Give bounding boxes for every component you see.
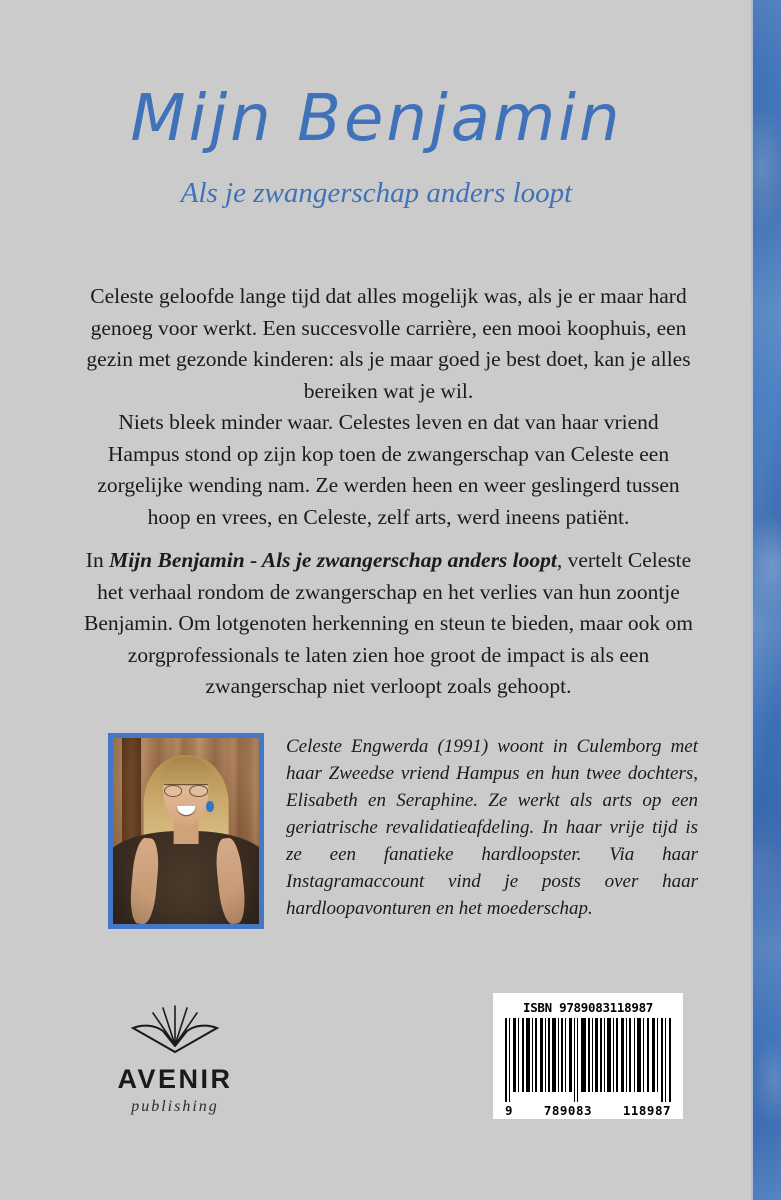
open-book-rays-icon	[127, 1000, 223, 1062]
spine-watercolor-strip	[753, 0, 781, 1200]
publisher-tagline: publishing	[131, 1098, 219, 1115]
isbn-barcode	[493, 993, 683, 1119]
author-photo	[108, 733, 264, 929]
isbn-label: ISBN 9789083118987	[522, 1000, 654, 1015]
ean-group-1: 789083	[543, 1102, 593, 1118]
author-bio-text: Celeste Engwerda (1991) woont in Culemborg met haar Zweedse vriend Hampus en hun twee dochters, Elisabeth en Seraphine. Ze werkt als arts op een geriatrische revalidatieafdeling. In haar vrije tijd is ze een fanatieke hardloopster. Via haar Instagramaccount vind je posts over haar hardloopavonturen en het moederschap.	[286, 736, 698, 919]
blurb-lead-text: In	[85, 548, 110, 572]
book-subtitle: Als je zwangerschap anders loopt	[180, 177, 573, 209]
back-cover-blurb	[80, 281, 697, 703]
ean-digits	[503, 1103, 673, 1118]
blurb-trailing-text: , vertelt Celeste het verhaal rondom de zwangerschap en het verlies van hun zoontje Benjamin. Om lotgenoten herkenning en steun te bieden, maar ook om zorgprofessionals te laten zien hoe groot de impact is als een zwangerschap niet verloopt zoals gehoopt.	[83, 548, 693, 698]
blurb-paragraph-1: Celeste geloofde lange tijd dat alles mogelijk was, als je er maar hard genoeg voor werkt. Een succesvolle carrière, een mooi koophuis, een gezin met gezonde kinderen: als je maar goed je best doet, kan je alles bereiken wat je wil.	[86, 284, 691, 403]
barcode-bars	[503, 1018, 673, 1102]
book-title: Mijn Benjamin	[130, 82, 623, 156]
blurb-book-title-emphasis: Mijn Benjamin - Als je zwangerschap anders loopt	[109, 548, 557, 572]
blurb-paragraph-3	[80, 545, 697, 703]
publisher-name: AVENIR	[117, 1064, 233, 1094]
author-section	[108, 733, 698, 929]
ean-left-digit: 9	[505, 1102, 514, 1118]
photo-vignette	[113, 738, 259, 924]
publisher-logo	[110, 1000, 240, 1116]
blurb-paragraph-2: Niets bleek minder waar. Celestes leven en dat van haar vriend Hampus stond op zijn kop toen de zwangerschap van Celeste een zorgelijke wending nam. Ze werden heen en weer geslingerd tussen hoop en vrees, en Celeste, zelf arts, werd ineens patiënt.	[97, 410, 680, 529]
ean-group-2: 118987	[622, 1102, 671, 1118]
